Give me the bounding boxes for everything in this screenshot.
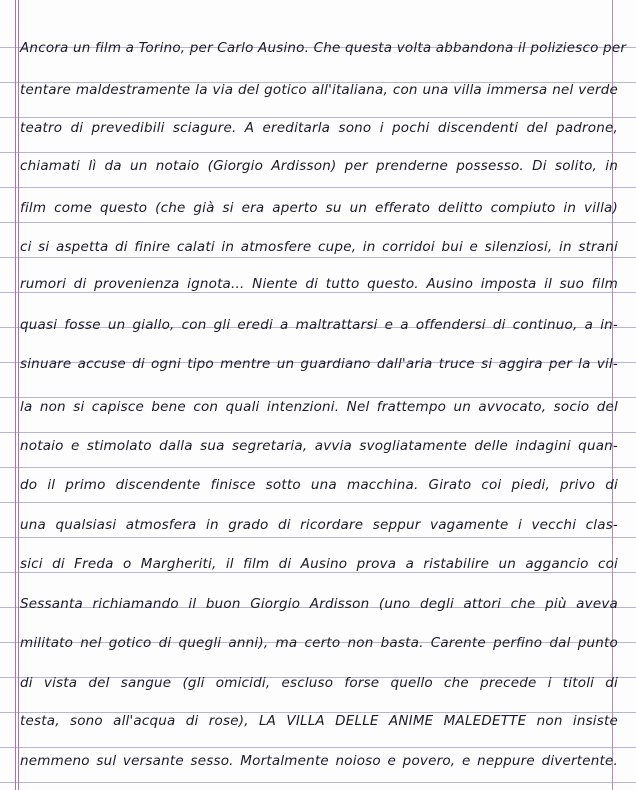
text-line: chiamati lì da un notaio (Giorgio Ardisson) per prenderne possesso. Di solito, in bbox=[20, 158, 618, 174]
left-margin-line bbox=[15, 0, 16, 790]
text-line: sici di Freda o Margheriti, il film di Ausino prova a ristabilire un aggancio coi bbox=[20, 556, 618, 572]
text-line: Ancora un film a Torino, per Carlo Ausino. Che questa volta abbandona il poliziesco per bbox=[20, 40, 627, 56]
text-line: una qualsiasi atmosfera in grado di ricordare seppur vagamente i vecchi clas- bbox=[20, 517, 618, 533]
text-line: Sessanta richiamando il buon Giorgio Ardisson (uno degli attori che più aveva bbox=[20, 596, 618, 612]
text-line: di vista del sangue (gli omicidi, escluso forse quello che precede i titoli di bbox=[20, 675, 618, 691]
text-line: tentare maldestramente la via del gotico all'italiana, con una villa immersa nel verde bbox=[20, 82, 618, 98]
text-line: la non si capisce bene con quali intenzioni. Nel frattempo un avvocato, socio del bbox=[20, 399, 618, 415]
text-line: notaio e stimolato dalla sua segretaria, avvia svogliatamente delle indagini quan- bbox=[20, 438, 618, 454]
left-margin-line-inner bbox=[18, 0, 19, 790]
text-line: teatro di prevedibili sciagure. A ereditarla sono i pochi discendenti del padrone, bbox=[20, 120, 618, 136]
text-line: testa, sono all'acqua di rose), LA VILLA DELLE ANIME MALEDETTE non insiste bbox=[20, 713, 618, 729]
text-line: nemmeno sul versante sesso. Mortalmente noioso e povero, e neppure divertente. bbox=[20, 753, 618, 769]
text-line: do il primo discendente finisce sotto una macchina. Girato coi piedi, privo di bbox=[20, 477, 618, 493]
text-line: rumori di provenienza ignota... Niente di tutto questo. Ausino imposta il suo film bbox=[20, 276, 618, 292]
text-line: sinuare accuse di ogni tipo mentre un guardiano dall'aria truce si aggira per la vil- bbox=[20, 356, 618, 372]
text-line: ci si aspetta di finire calati in atmosfere cupe, in corridoi bui e silenziosi, in strani bbox=[20, 239, 618, 255]
text-line: quasi fosse un giallo, con gli eredi a maltrattarsi e a offendersi di continuo, a in- bbox=[20, 317, 618, 333]
text-line: film come questo (che già si era aperto su un efferato delitto compiuto in villa) bbox=[20, 200, 618, 216]
text-line: militato nel gotico di quegli anni), ma certo non basta. Carente perfino dal punto bbox=[20, 635, 618, 651]
